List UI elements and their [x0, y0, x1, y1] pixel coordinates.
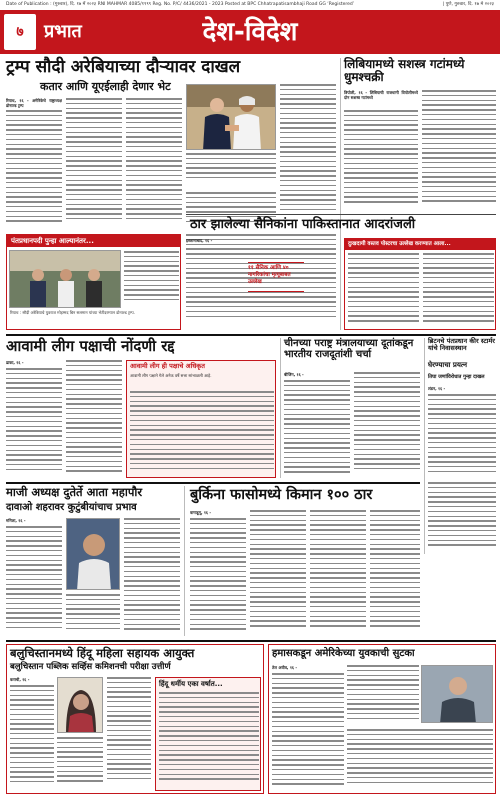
awami-box-lines	[130, 391, 274, 477]
duterte-dateline: मनिला, १६ -	[6, 518, 26, 523]
pak-quote: ११ सैनिक आणि ४० नागरिकांचा मृत्यूबाबत उल्लेख	[248, 265, 291, 285]
uk-subhead: घेरण्याचा प्रयत्न	[428, 361, 467, 369]
hamas-text-col2	[347, 665, 419, 725]
hamas-dateline: तेल अवीव, १६ -	[272, 665, 298, 670]
lead-sidebar-text	[124, 251, 179, 309]
awami-dateline: ढाका, १६ -	[6, 360, 24, 365]
awami-box-text: आवामी लीग पक्षाने गेले अनेक वर्षे सत्ता सांभाळली आहे.	[130, 372, 212, 378]
pak-box-text-1	[348, 253, 419, 329]
burkina-headline: बुर्किना फासोमध्ये किमान १०० ठार	[190, 487, 373, 503]
awami-box	[126, 360, 276, 478]
awami-text-col1	[6, 368, 62, 478]
lead-photo	[186, 84, 276, 150]
balochistan-inner-box	[155, 677, 261, 791]
duterte-photo	[66, 518, 120, 590]
pak-box	[344, 238, 496, 330]
balochistan-dateline: कराची, १६ -	[10, 677, 30, 682]
duterte-text-col3	[124, 518, 180, 636]
lead-sidebar-photo	[9, 250, 121, 308]
balochistan-text-col2	[57, 737, 103, 791]
hostage-photo-icon	[422, 666, 493, 723]
column-divider	[340, 58, 341, 330]
column-divider	[424, 338, 425, 554]
hamas-box	[268, 644, 496, 794]
handshake-photo-icon	[187, 85, 276, 150]
balochistan-subhead: बलुचिस्तान पब्लिक सर्व्हिस कमिशनची परीक्षा उत्तीर्ण	[10, 662, 171, 672]
awami-headline: आवामी लीग पक्षाची नोंदणी रद्द	[6, 337, 175, 355]
lead-photo-caption	[186, 153, 276, 187]
uk-text-cont	[428, 482, 496, 554]
hamas-text-col3	[347, 729, 493, 791]
duterte-headline: माजी अध्यक्ष दुतेर्ते आता महापौर	[6, 485, 143, 499]
lead-dateline: रियाध, १६ - अमेरिकेचे राष्ट्राध्यक्ष डोनाल्ड ट्रम्प	[6, 98, 62, 109]
burkina-text-col3	[310, 510, 366, 636]
hamas-photo	[421, 665, 493, 723]
balochistan-photo	[57, 677, 103, 733]
china-text-col1	[284, 380, 350, 478]
meeting-photo-icon	[10, 251, 121, 308]
section-title: देश-विदेश	[202, 17, 298, 47]
balochistan-text-col1	[10, 685, 54, 791]
libya-text-col2	[422, 90, 496, 210]
section-rule	[186, 214, 496, 215]
lead-sidebar-label: पंतप्रधानपदी पुन्हा आल्यानंतर...	[7, 235, 180, 247]
lead-text-col4	[280, 84, 336, 230]
publication-strip: Date of Publication : (गुरुवार), दि. १७ में २०२३ RNI MAHMAR 4085/१९९९ Reg. No. P/C/ 4436/2021 - 2023 Posted at BPC Chhatrapatisambhaji Road GG ‘Registered’ | पुणे, गुरुवार, दि. १७ मे २०२३	[6, 2, 494, 7]
page-number: ७	[4, 14, 36, 50]
duterte-text-col1	[6, 526, 62, 636]
pak-dateline: इस्लामाबाद, १६ -	[186, 238, 213, 243]
uk-text	[428, 394, 496, 478]
pak-quote-box	[248, 262, 304, 292]
balochistan-box-title: हिंदू धर्मीय एका वर्षात...	[159, 680, 223, 688]
woman-portrait-icon	[58, 678, 103, 733]
section-rule	[6, 482, 420, 484]
duterte-text-col2	[66, 594, 120, 636]
pak-headline: ठार झालेल्या सैनिकांना पाकिस्तानात आदरांजली	[190, 217, 416, 232]
balochistan-text-col3	[107, 677, 151, 791]
awami-text-col2	[66, 360, 122, 478]
libya-headline: लिबियामध्ये सशस्त्र गटांमध्ये धुमश्चक्री	[344, 57, 465, 85]
column-divider	[184, 486, 185, 636]
awami-box-title: आवामी लीग ही पक्षाचे अधिकृत	[130, 362, 205, 370]
lead-subhead: कतार आणि यूएईलाही देणार भेट	[40, 80, 171, 93]
china-dateline: बीजिंग, १६ -	[284, 372, 304, 377]
uk-kicker: तिघा जणांविरोधात गुन्हा दाखल	[428, 374, 485, 380]
uk-dateline: लंडन, १६ -	[428, 386, 446, 391]
pak-box-text-2	[423, 253, 494, 329]
hamas-text-col1	[272, 673, 344, 791]
duterte-subhead: दावाओ शहरावर कुटुंबीयांचाच प्रभाव	[6, 502, 137, 513]
portrait-photo-icon	[67, 519, 120, 590]
column-divider	[280, 338, 281, 478]
lead-text-col2	[66, 98, 122, 230]
china-text-col2	[354, 372, 420, 478]
libya-text-col1	[344, 110, 418, 210]
brand-logo: प्रभात	[44, 21, 82, 42]
uk-headline: ब्रिटनचे पंतप्रधान कीर स्टार्मर यांचे निवासस्थान	[428, 337, 495, 353]
burkina-text-col4	[370, 510, 420, 636]
balochistan-headline: बलुचिस्तानमध्ये हिंदू महिला सहायक आयुक्त	[10, 646, 195, 660]
lead-photo-caption-text: रियाध : सौदी अरेबियाचे युवराज मोहम्मद बिन सलमान यांच्या भेटीदरम्यान डोनाल्ड ट्रम्प.	[10, 310, 135, 315]
balochistan-box-lines	[159, 692, 259, 790]
pak-box-label: दुःखदायी वस्तव पोस्टरचा उल्लेख करण्यात आला...	[345, 239, 495, 250]
burkina-dateline: वागाडूगू, १६ -	[190, 510, 212, 515]
lead-sidebar-box	[6, 234, 181, 330]
section-rule	[6, 640, 496, 642]
section-rule	[6, 334, 496, 336]
lead-headline: ट्रम्प सौदी अरेबियाच्या दौऱ्यावर दाखल	[6, 57, 241, 77]
balochistan-box	[6, 644, 264, 794]
hamas-headline: हमासकडून अमेरिकेच्या युवकाची सुटका	[272, 648, 415, 659]
china-headline: चीनच्या पराष्ट्र मंत्रालयाच्या दूतांकडून भारतीय राजदूतांशी चर्चा	[284, 338, 414, 360]
libya-dateline: त्रिपोली, १६ - लिबियाची राजधानी त्रिपोलीमध्ये दोन सशस्त्र गटांमध्ये	[344, 90, 418, 101]
lead-text-col1	[6, 110, 62, 230]
lead-text-col3	[126, 98, 182, 230]
burkina-text-col2	[250, 510, 306, 636]
burkina-text-col1	[190, 518, 246, 636]
